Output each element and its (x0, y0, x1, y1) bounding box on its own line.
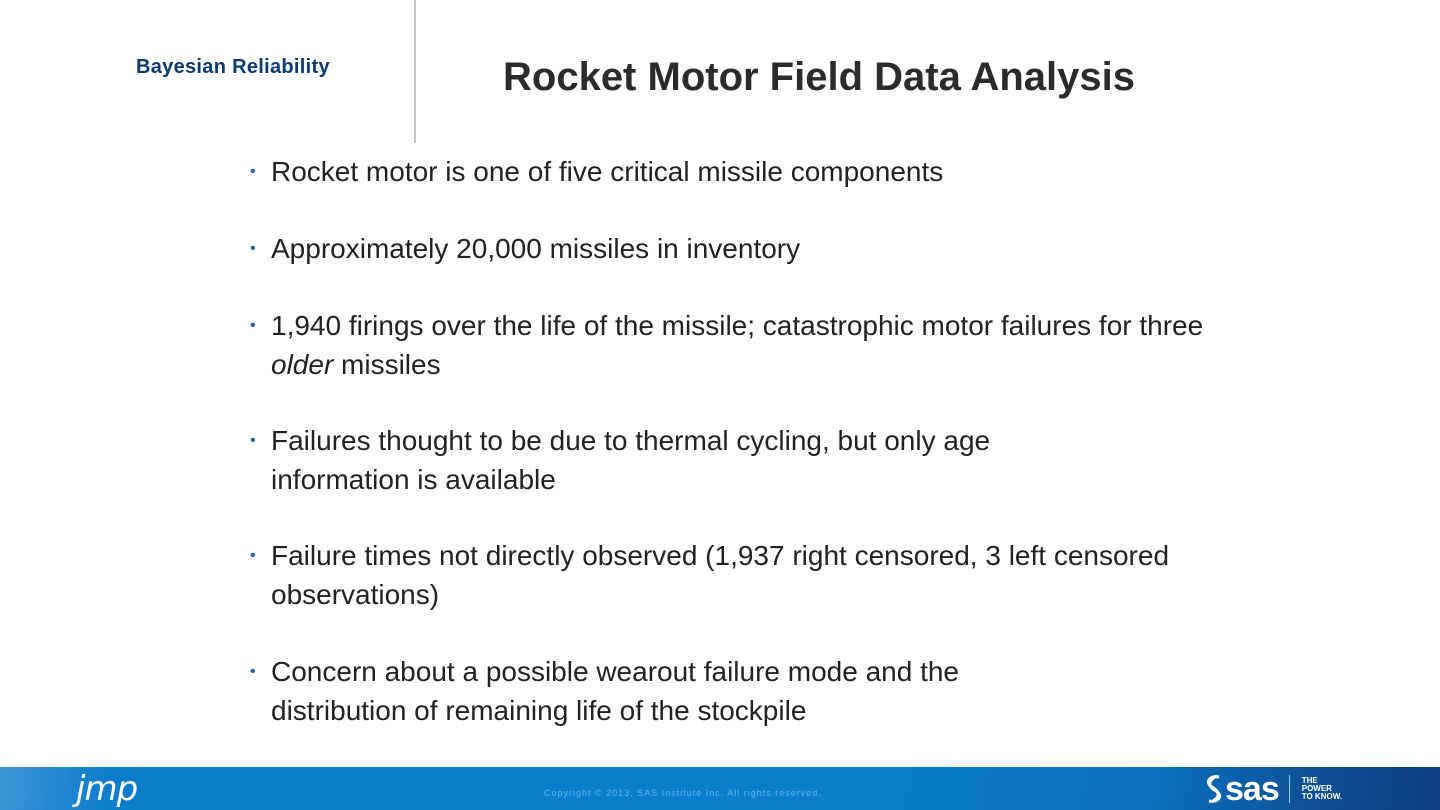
copyright-text: Copyright © 2013, SAS Institute Inc. All rights reserved. (544, 788, 822, 798)
bullet-item: • Approximately 20,000 missiles in inventory (250, 229, 1250, 268)
bullet-item: • Failure times not directly observed (1,937 right censored, 3 left censored observations) (250, 536, 1250, 614)
header-divider (414, 0, 416, 143)
section-label: Bayesian Reliability (136, 56, 330, 78)
bullet-item: • Failures thought to be due to thermal cycling, but only age information is available (250, 421, 1250, 499)
bullet-dot-icon: • (250, 663, 256, 680)
bullet-dot-icon: • (250, 163, 256, 180)
sas-swirl-icon (1203, 774, 1225, 804)
sas-wordmark: sas (1225, 769, 1279, 808)
footer-bar (0, 767, 1440, 810)
bullet-dot-icon: • (250, 317, 256, 334)
sas-tagline: THE POWER TO KNOW. (1301, 776, 1343, 801)
sas-logo (1203, 771, 1342, 807)
emphasis-text: older (271, 349, 334, 380)
jmp-logo: jmp (76, 768, 138, 809)
bullet-item: • Rocket motor is one of five critical missile components (250, 152, 1250, 191)
bullet-item: • 1,940 firings over the life of the missile; catastrophic motor failures for three older missiles (250, 306, 1250, 384)
slide-title: Rocket Motor Field Data Analysis (503, 55, 1135, 99)
logo-divider (1289, 775, 1290, 803)
bullet-item: • Concern about a possible wearout failure mode and the distribution of remaining life of the stockpile (250, 652, 1250, 730)
bullet-dot-icon: • (250, 432, 256, 449)
bullet-dot-icon: • (250, 240, 256, 257)
bullet-dot-icon: • (250, 547, 256, 564)
